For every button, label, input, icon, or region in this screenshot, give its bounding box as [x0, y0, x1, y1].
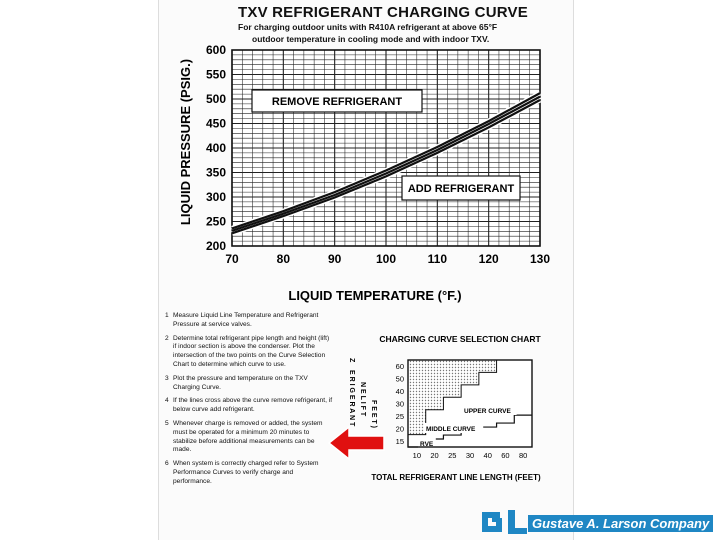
step-text: Determine total refrigerant pipe length and height (lift) if indoor section is above the condenser. Plot the intersection of the two points on the Curve Selection Chart to determine which curve to use.	[173, 334, 330, 368]
x-tick-label: 90	[327, 252, 342, 266]
x-tick-label: 80	[276, 252, 291, 266]
selection-y-tick-label: 25	[395, 411, 404, 421]
x-tick-label: 70	[225, 252, 239, 266]
step-text: If the lines cross above the curve remove refrigerant, if below curve add refrigerant.	[173, 397, 333, 414]
selection-y-label-1: Z	[348, 358, 355, 363]
instruction-step	[165, 335, 333, 370]
company-brand	[478, 506, 718, 538]
y-tick-label: 200	[205, 239, 226, 253]
step-number: 3	[165, 374, 169, 382]
step-number: 2	[165, 334, 169, 342]
add-refrigerant-annotation	[402, 176, 520, 200]
y-tick-label: 550	[205, 67, 226, 82]
x-tick-label: 130	[529, 252, 551, 266]
step-text: Plot the pressure and temperature on the TXV Charging Curve.	[173, 374, 308, 391]
y-tick-label: 400	[205, 141, 226, 155]
x-tick-label: 120	[478, 252, 499, 266]
step-text: When system is correctly charged refer to System Performance Curves to verify charge and performance.	[173, 460, 319, 485]
y-tick-label: 350	[205, 165, 226, 180]
lower-curve-label: RVE	[420, 441, 434, 448]
selection-x-tick-label: 80	[518, 451, 528, 460]
x-axis-label: LIQUID TEMPERATURE (°F.)	[288, 288, 462, 303]
y-tick-label: 250	[205, 214, 226, 229]
page-title: TXV REFRIGERANT CHARGING CURVE	[238, 4, 528, 21]
selection-y-tick-label: 40	[395, 387, 404, 397]
step-number: 6	[165, 460, 169, 468]
selection-chart-title: CHARGING CURVE SELECTION CHART	[379, 334, 541, 344]
selection-y-label-4: F E E T )	[370, 400, 377, 428]
remove-refrigerant-annotation	[252, 90, 422, 112]
company-name: Gustave A. Larson Company	[528, 515, 713, 532]
selection-chart-body	[408, 360, 532, 448]
selection-y-tick-label: 15	[395, 436, 404, 446]
upper-curve-label: UPPER CURVE	[464, 408, 511, 415]
step-number: 5	[165, 419, 169, 427]
selection-y-label-2: E R I G E R A N T	[348, 370, 355, 427]
step-text: Whenever charge is removed or added, the system must be operated for a minimum 20 minutes to stabilize before additional measurements can be made.	[173, 419, 323, 454]
instruction-step	[165, 397, 333, 415]
charging-curve-chart	[160, 40, 560, 308]
company-logo-icon	[478, 506, 530, 538]
x-tick-label: 100	[375, 252, 397, 266]
instruction-step	[165, 460, 333, 486]
selection-x-axis-label: TOTAL REFRIGERANT LINE LENGTH (FEET)	[371, 473, 541, 482]
selection-x-tick-label: 60	[501, 451, 510, 460]
selection-x-tick-label: 10	[412, 451, 422, 460]
curve-selection-chart	[340, 330, 560, 486]
selection-x-tick-label: 25	[448, 451, 457, 460]
subtitle-line-1: For charging outdoor units with R410A refrigerant at above 65°F	[238, 22, 498, 32]
selection-y-tick-label: 50	[395, 374, 404, 384]
selection-y-tick-label: 60	[395, 362, 404, 372]
y-tick-label: 300	[205, 190, 226, 204]
y-tick-label: 500	[205, 92, 226, 106]
add-refrigerant-label: ADD REFRIGERANT	[407, 183, 515, 195]
subtitle-line-2: outdoor temperature in cooling mode and with indoor TXV.	[252, 34, 490, 44]
y-tick-label: 450	[205, 116, 226, 131]
selection-y-tick-label: 20	[395, 424, 404, 434]
red-pointer-arrow	[327, 424, 387, 462]
selection-y-label-3: N E L I F T	[359, 382, 366, 417]
instruction-step	[165, 420, 333, 455]
step-text: Measure Liquid Line Temperature and Refrigerant Pressure at service valves.	[173, 312, 319, 328]
instruction-steps	[165, 312, 333, 492]
instruction-step	[165, 375, 333, 393]
selection-x-tick-label: 40	[483, 451, 492, 460]
step-number: 4	[165, 397, 169, 405]
x-tick-label: 110	[427, 252, 448, 266]
instruction-step	[165, 312, 333, 330]
selection-x-tick-label: 20	[430, 451, 439, 460]
middle-curve-label: MIDDLE CURVE	[426, 426, 476, 433]
remove-refrigerant-label: REMOVE REFRIGERANT	[271, 96, 403, 108]
selection-x-tick-label: 30	[465, 451, 475, 460]
selection-y-tick-label: 30	[395, 399, 404, 409]
y-axis-label: LIQUID PRESSURE (PSIG.)	[178, 58, 193, 226]
y-tick-label: 600	[205, 43, 226, 57]
step-number: 1	[165, 312, 169, 319]
